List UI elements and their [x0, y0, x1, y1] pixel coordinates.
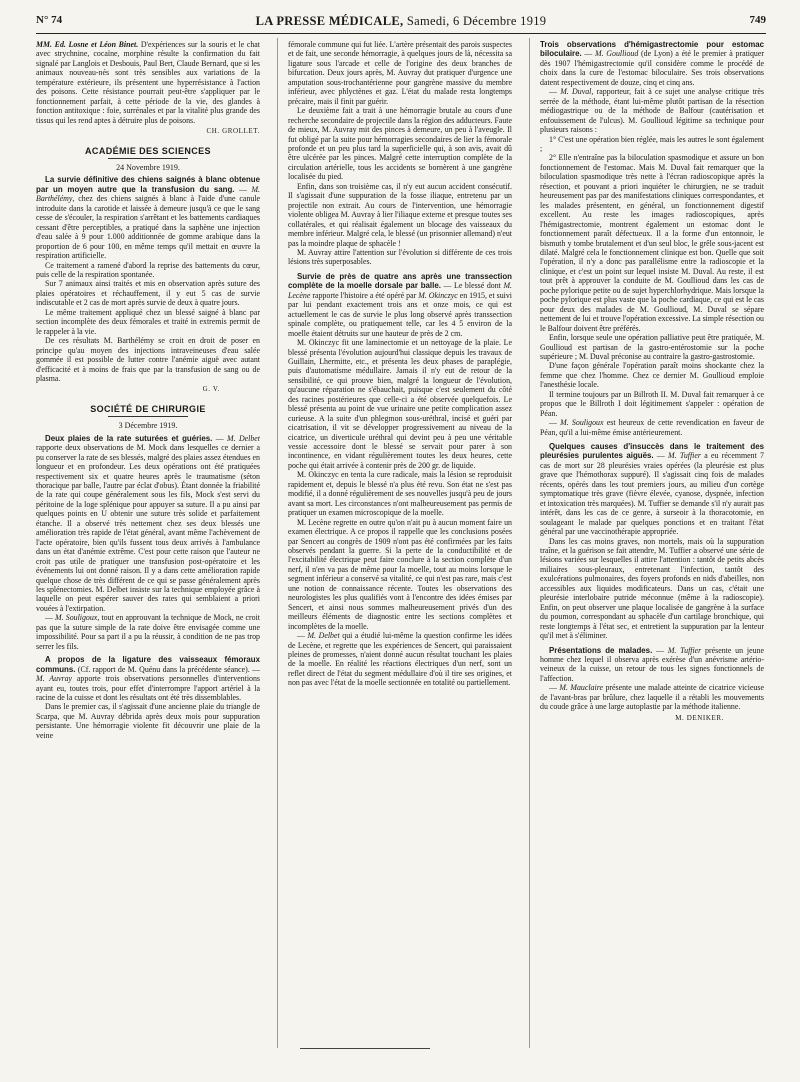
paragraph-text: apporte trois observations personnelles d'interventions ayant eu, toutes trois, pour effet d'interrompre l'apport artériel à la racine de la cuisse et dont les résultats ont été très dissemblables.: [36, 674, 260, 702]
page-number: 749: [749, 14, 766, 26]
article-heading: Présentations de malades.: [549, 645, 653, 655]
column-separator: [529, 38, 530, 1048]
author: M. Okinczyc: [418, 290, 458, 300]
author: M. Delbet: [227, 433, 260, 443]
paragraph: D'une façon générale l'opération paraît moins shockante chez la femme que chez l'homme. Chez ce dernier M. Goullioud emploie l'anesthésie locale.: [540, 361, 764, 390]
article-heading: Survie de près de quatre ans après une transsection complète de la moelle dorsale par balle.: [288, 271, 512, 291]
paragraph: M. Auvray attire l'attention sur l'évolution si différente de ces trois lésions très superposables.: [288, 247, 512, 267]
article-heading: Trois observations d'hémigastrectomie pour estomac biloculaire.: [540, 40, 764, 59]
section-date: 24 Novembre 1919.: [116, 162, 180, 172]
column-1: [36, 40, 260, 740]
paragraph-text: présente une malade atteinte de cicatrice vicieuse de l'avant-bras par brûlure, chez laquelle il a rétabli les mouvements du coude grâce à une large autoplastie par la méthode italienne.: [540, 683, 765, 712]
article-heading: La survie définitive des chiens saignés à blanc obtenue par un moyen autre que la transfusion du sang.: [36, 175, 260, 194]
paragraph: Deux plaies de la rate suturées et guéries. — M. Delbet rapporte deux observations de M. Mock dans lesquelles ce dernier a pu conserver la rate de ses blessés, malgré des plaies assez étendues en longueur et en profondeur. Les deux opérations ont été pratiquées respectivement six et quatre heures après le traumatisme (séton thoracique par balle, l'autre par éclat d'obus). Étant donnée la friabilité de la rate qui coupe généralement sous les fils, Mock s'est servi du péritoine de la loge splénique pour appuyer sa suture. Il a pu ainsi par quelques points en U obtenir une suture très solide et parfaitement étanche. Il a observé très nettement chez ses deux blessés une amélioration très rapide de l'état général, avant même l'achèvement de l'acte opératoire, bien qu'ils fussent tous deux arrivés à l'ambulance dans un état d'anémie extrême. C'est pour cette raison que l'auteur ne croit pas utile de pratiquer une transfusion post-opératoire et les événements lui ont donné raison. Il y a dans cette amélioration rapide quelque chose de très différent de ce qui se passe généralement après les splénectomies. M. Delbet insiste sur la technique employée grâce à laquelle on peut espérer sauver des rates qui semblaient a priori vouées à l'extirpation.: [36, 433, 260, 613]
journal-title: [36, 14, 766, 29]
paragraph: Il termine toujours par un Billroth II. M. Duval fait remarquer à ce propos que le Billroth I doit légitimement s'appeler : opération de Péan.: [540, 389, 764, 418]
paragraph-text: a eu récemment 7 cas de mort sur 28 pleurésies vraies opérées (la pleurésie est plus grave que l'hémothorax suppuré). Il s'agissait cinq fois de malades récents, opérés dans les tout premiers jours, au milieu d'un cortège symptomatique très grave (fièvre élevée, cyanose, dyspnée, infection et intoxication très marquées). M. Tuffier se demande s'il n'y aurait pas intérêt, dans les cas de ce genre, à surseoir à la thoracotomie, en soulageant le malade par quelques ponctions et en traitant l'état général par une vaccinothérapie appropriée.: [540, 451, 764, 537]
author: M. Tuffier: [668, 451, 701, 461]
paragraph: Dans le premier cas, il s'agissait d'une ancienne plaie du triangle de Scarpa, que M. Auvray débrida après deux mois pour suppuration persistante. Une hémorragie violente fit découvrir une plaie de la veine: [36, 702, 260, 740]
section-title: SOCIÉTÉ DE CHIRURGIE: [90, 403, 206, 414]
author: M. Auvray: [36, 674, 73, 684]
author: MM. Ed. Losne et Léon Binet.: [36, 40, 139, 49]
author: M. Barthélémy: [36, 184, 260, 204]
signature: M. DENIKER.: [675, 713, 724, 722]
paragraph: Présentations de malades. — M. Tuffier présente un jeune homme chez lequel il observa après exérèse d'un anévrisme artério-veineux de la cuisse, un retour de tous les signes fonctionnels de l'affection.: [540, 645, 764, 683]
section-rule: [108, 416, 188, 417]
paragraph: Le même traitement appliqué chez un blessé saigné à blanc par section incomplète des deux fémorales et traité in extremis permit de le rappeler à la vie.: [36, 307, 260, 336]
column-separator: [277, 38, 278, 1048]
paragraph: 1° C'est une opération bien réglée, mais les autres le sont également ;: [540, 134, 764, 153]
issue-number: N° 74: [36, 14, 63, 26]
section-rule: [108, 158, 188, 159]
paragraph-text: — Le blessé dont: [440, 281, 504, 291]
paragraph-text: , chez des chiens saignés à blanc à l'aide d'une canule introduite dans la carotide et laissée à demeure jusqu'à ce que le sang cesse de s'écouler, la respiration s'arrêtant et les battements cardiaques cessant d'être perceptibles, a pratiqué dans la saphène une injection d'eau salée à 9 pour 1.000 additionnée de gomme arabique dans la proportion de 6 pour 100, en même temps qu'il mettait en œuvre la respiration artificielle.: [36, 194, 260, 261]
article-heading: A propos de la ligature des vaisseaux fémoraux communs.: [36, 655, 260, 674]
page-header: [36, 8, 766, 30]
author: M. Duval: [560, 87, 592, 97]
author: M. Delbet: [307, 631, 340, 641]
paragraph-text: présente un jeune homme chez lequel il observa après exérèse d'un anévrisme artério-veineux de la cuisse, un retour de tous les signes fonctionnels de l'affection.: [540, 645, 764, 683]
paragraph-text: (de Lyon) a été le premier à pratiquer dès 1907 l'hémigastrectomie qu'il considère comme le procédé de choix dans la cure de l'estomac biloculaire. Ses trois observations datent respectivement de douze, cinq et cinq ans.: [540, 49, 764, 87]
paragraph: A propos de la ligature des vaisseaux fémoraux communs. (Cf. rapport de M. Quénu dans la précédente séance). — M. Auvray apporte trois observations personnelles d'interventions ayant eu, toutes trois, pour effet d'interrompre l'apport artériel à la racine de la cuisse et dont les résultats ont été très dissemblables.: [36, 655, 260, 702]
reference: (Cf. rapport de M. Quénu dans la précédente séance).: [75, 664, 250, 674]
author: M. Souligoux: [55, 613, 98, 623]
journal-date: Samedi, 6 Décembre 1919: [406, 14, 547, 28]
paragraph: — M. Souligoux est heureux de cette revendication en faveur de Péan, qu'il a lui-même émise antérieurement.: [540, 418, 764, 437]
paragraph: M. Lecène regrette en outre qu'on n'ait pu à aucun moment faire un examen électrique. A ce propos il rappelle que les conclusions posées par Sencert au congrès de 1909 n'ont pas été confirmées par les faits observés pendant la guerre. Si la perte de la conductibilité et de l'excitabilité électrique peut faire conclure à la section complète d'un nerf, il n'en va pas de même pour la moelle, tout au moins lorsque le segment inférieur a conservé sa vitalité, ce qui n'est pas rare, mais c'est une notion de connaissance récente. Toutes les observations des neurologistes les plus qualifiés vont à l'encontre des idées émises par Sencert, et ainsi nous sommes malheureusement privés d'un des meilleurs éléments de diagnostic entre les sections complètes et incomplètes de la moelle.: [288, 517, 512, 631]
paragraph-text: D'expériences sur la souris et le chat avec strychnine, cocaïne, morphine résulte la confirmation du fait signalé par Langlois et Desbouis, Paul Bert, Claude Bernard, que si les animaux nouveau-nés sont très sensibles aux variations de la température extérieure, ils présentent une hyperrésistance à l'action des poisons. Cette résistance pourrait peut-être s'appliquer par le fonctionnement parfait, à cette période de la vie, des glandes à fonction antitoxique : foie, surrénales et par la vitalité plus grande des tissus qui les rend aptes à détruire plus de poisons.: [36, 40, 260, 125]
signature: CH. GROLLET.: [206, 127, 260, 136]
paragraph-text: qui a étudié lui-même la question confirme les idées de Lecène, et regrette que les expériences de Sencert, qui paraissaient pleines de promesses, n'aient donné aucun résultat touchant les plaies de la moelle. En réalité les réactions électriques d'un nerf, sont un reflet direct de l'état du segment médullaire d'où il tire ses origines, et non pas avec l'état de la moelle sectionnée en totalité ou partiellement.: [288, 631, 512, 688]
paragraph: Ce traitement a ramené d'abord la reprise des battements du cœur, puis celle de la respiration spontanée.: [36, 260, 260, 279]
paragraph: De ces résultats M. Barthélémy se croit en droit de poser en principe qu'au moyen des injections intraveineuses d'eau salée gommée il est possible de lutter contre l'anémie aiguë avec autant d'efficacité et à moins de frais que par la transfusion de sang ou de plasma.: [36, 336, 260, 383]
paragraph-text: rapporte deux observations de M. Mock dans lesquelles ce dernier a pu conserver la rate de ses blessés, malgré des plaies assez étendues en longueur et en profondeur. Les deux opérations ont été pratiquées respectivement six et quatre heures après le traumatisme (séton thoracique par balle, l'autre par éclat d'obus). Étant donnée la friabilité de la rate qui coupe généralement sous les fils, Mock s'est servi du péritoine de la loge splénique pour appuyer sa suture. Il a pu ainsi par quelques points en U obtenir une suture très solide et parfaitement étanche. Il a observé très nettement chez ses deux blessés une amélioration très rapide de l'état général, avant même l'achèvement de l'acte opératoire, bien qu'ils fussent tous deux arrivés à l'ambulance dans un état d'anémie extrême. C'est pour cette raison que l'auteur ne croit pas utile de pratiquer une transfusion post-opératoire et les événements lui ont donné raison. Il y a dans cette amélioration rapide quelque chose de très différent de ce qui se passe généralement après les splénectomies. M. Delbet insiste sur la technique employée grâce à laquelle on peut espérer sauver des rates qui semblaient a priori vouées à l'extirpation.: [36, 443, 260, 613]
signature: G. V.: [202, 385, 220, 394]
paragraph: — M. Mauclaire présente une malade atteinte de cicatrice vicieuse de l'avant-bras par brûlure, chez laquelle il a rétabli les mouvements du coude grâce à une large autoplastie par la méthode italienne.: [540, 683, 765, 712]
paragraph: — M. Duval, rapporteur, fait à ce sujet une analyse critique très serrée de la méthode, étant lui-même plutôt partisan de la résection médiogastrique ou de la méthode de Balfour (cautérisation et enfouissement de l'ulcus). M. Goullioud légitime sa technique pour plusieurs raisons :: [540, 87, 764, 135]
article-heading: Quelques causes d'insuccès dans le traitement des pleurésies purulentes aiguës.: [540, 442, 764, 461]
author: M. Souligoux: [560, 418, 604, 428]
paragraph: — M. Souligoux, tout en approuvant la technique de Mock, ne croit pas que la suture simple de la rate doive être envisagée comme une impossibilité. Pour sa part il a pu la réussir, à condition de ne pas trop serrer les fils.: [36, 613, 260, 651]
author: M. Mauclaire: [559, 683, 603, 693]
paragraph: Trois observations d'hémigastrectomie pour estomac biloculaire. — M. Goullioud (de Lyon) a été le premier à pratiquer dès 1907 l'hémigastrectomie qu'il considère comme le procédé de choix dans la cure de l'estomac biloculaire. Ses trois observations datent respectivement de douze, cinq et cinq ans.: [540, 40, 764, 87]
paragraph-text: est heureux de cette revendication en faveur de Péan, qu'il a lui-même émise antérieurement.: [540, 418, 764, 437]
author: M. Goullioud: [595, 49, 639, 59]
paragraph: La survie définitive des chiens saignés à blanc obtenue par un moyen autre que la transfusion du sang. — M. Barthélémy, chez des chiens saignés à blanc à l'aide d'une canule introduite dans la carotide et laissée à demeure jusqu'à ce que le sang cesse de s'écouler, la respiration s'arrêtant et les battements cardiaques cessant d'être perceptibles, a pratiqué dans la saphène une injection d'eau salée à 9 pour 1.000 additionnée de gomme arabique dans la proportion de 6 pour 100, en même temps qu'il mettait en œuvre la respiration artificielle.: [36, 175, 260, 261]
paragraph: 2° Elle n'entraîne pas la biloculation spasmodique et assure un bon fonctionnement de l'estomac. Mais M. Duval fait remarquer que la biloculation spasmodique très nette à l'écran radioscopique après la résection, et pouvant a priori inquiéter le chirurgien, ne se traduit heureusement pas par des manifestations cliniques correspondantes, et les malades présentent, en général, un fonctionnement digestif excellent. Au reste les images radioscopiques, après l'hémigastrectomie, montrent également un estomac dont le fonctionnement paraît défectueux. Il a la forme d'un entonnoir, le bismuth y tombe brutalement et d'un seul bloc, le grêle sous-jacent est dilaté. Malgré cela le fonctionnement clinique est bon. Quelle que soit l'opération, il n'y a donc pas parallélisme entre la radioscopie et la clinique, et c'est un point sur lequel insiste M. Duval. Au reste, il est tout prêt à approuver la conduite de M. Goullioud dans les cas de poche pylorique petite ou de sujet hyperchlorhydrique. Mais lorsque la poche pylorique est plus vaste que la poche cardiaque, ce qui est le cas pour deux des malades de M. Goullioud, M. Duval se sépare nettement de lui et trouve l'opération excessive. La simple résection ou le Balfour doivent être préférés.: [540, 153, 764, 333]
author: M. Lecène: [288, 281, 513, 300]
paragraph: Quelques causes d'insuccès dans le traitement des pleurésies purulentes aiguës. — M. Tuffier a eu récemment 7 cas de mort sur 28 pleurésies vraies opérées (la pleurésie est plus grave que l'hémothorax suppuré). Il s'agissait cinq fois de malades récents, opérés dans les tout premiers jours, au milieu d'un cortège symptomatique très grave (fièvre élevée, cyanose, dyspnée, infection et intoxication très marquées). M. Tuffier se demande s'il n'y aurait pas intérêt, dans les cas de ce genre, à surseoir à la thoracotomie, en soulageant le malade par quelques ponctions et en traitant l'état général par une vaccinothérapie appropriée.: [540, 442, 764, 537]
header-rule: [36, 33, 766, 34]
paragraph: Sur 7 animaux ainsi traités et mis en observation après suture des plaies opératoires et réchauffement, il y eut 5 cas de survie indiscutable et 2 cas de mort après survie de deux à quatre jours.: [36, 279, 260, 308]
section-title: ACADÉMIE DES SCIENCES: [85, 145, 211, 156]
section-date: 3 Décembre 1919.: [118, 421, 178, 431]
paragraph: Le deuxième fait a trait à une hémorragie brutale au cours d'une recherche secondaire de projectile dans la région des adducteurs. Faute de mieux, M. Auvray mit des pinces à demeure, un peu à l'aveugle. Il fut obligé par la suite pour hémorragies secondaires de lier la fémorale profonde et un peu plus tard la superficielle qui, à son avis, avait dû être ulcérée par les pinces. Malgré cette interruption complète de la circulation artérielle, tous les accidents se bornèrent à une gangrène localisée du pied.: [288, 106, 512, 182]
paragraph: fémorale commune qui fut liée. L'artère présentait des parois suspectes et de fait, une seconde hémorragie, à quelques jours de là, nécessita sa ligature sous l'arcade et celle de l'origine des deux branches de bifurcation. Deux jours après, M. Auvray dut pratiquer d'urgence une amputation sous-trochantérienne pour gangrène massive du membre inférieur, avec phlyctènes et gaz. L'état du malade resta longtemps précaire, mais il finit par guérir.: [288, 40, 512, 106]
paragraph-text: , rapporteur, fait à ce sujet une analyse critique très serrée de la méthode, étant lui-même plutôt partisan de la résection médiogastrique ou de la méthode de Balfour (cautérisation et enfouissement de l'ulcus). M. Goullioud légitime sa technique pour plusieurs raisons :: [540, 87, 764, 135]
paragraph: M. Okinczyc en tenta la cure radicale, mais la lésion se reproduisit rapidement et, depuis le blessé n'a plus été revu. Son état ne s'est pas modifié, il a donné régulièrement de ses nouvelles jusqu'à peu de jours avant sa mort. Les circonstances n'ont malheureusement pas permis de pratiquer un examen microscopique de la moelle.: [288, 470, 512, 518]
paragraph: — M. Delbet qui a étudié lui-même la question confirme les idées de Lecène, et regrette que les expériences de Sencert, qui paraissaient pleines de promesses, n'aient donné aucun résultat touchant les plaies de la moelle. En réalité les réactions électriques d'un nerf, sont un reflet direct de l'état du segment médullaire d'où il tire ses origines, et non pas avec l'état de la moelle sectionnée en totalité ou partiellement.: [288, 631, 512, 688]
article-heading: Deux plaies de la rate suturées et guéries.: [45, 433, 213, 443]
paragraph: [36, 40, 260, 125]
paragraph-text: en 1915, et suivi par lui pendant exactement trois ans et onze mois, ce qui est actuellement le cas de survie le plus long observé après transsection spinale complète, ou pratiquement telle, car les 4 5 environ de la moelle étaient détruits sur une hauteur de près de 2 cm.: [288, 290, 512, 338]
paragraph: M. Okinczyc fit une laminectomie et un nettoyage de la plaie. Le blessé présenta l'évolution aujourd'hui classique depuis les travaux de Guillain, Lhermitte, etc., et présenta les deux phases de paraplégie, puis d'automatisme médullaire. Jamais il n'y eut de retour de la sensibilité, ce qui prouve bien, malgré la longueur de l'évolution, qu'aucune réparation ne s'ébauchait, puisque c'est seulement du côté des racines postérieures que celle-ci a été observée quelquefois. Le blessé présenta au point de vue urinaire une petite complication assez curieuse. A la suite d'un phlegmon sous-uréthral, incisé et guéri par cicatrisation, il vit se développer progressivement au niveau de la cicatrice, un diverticule uréthral qui devint peu à peu une véritable vessie accessoire dont le blessé se servait pour parer à son incontinence, en vidant régulièrement toutes les deux heures, cette poche qui était arrivée à contenir près de 200 gr. de liquide.: [288, 338, 512, 470]
column-2: [288, 40, 512, 688]
author: M. Tuffier: [667, 645, 702, 655]
column-3: [540, 40, 764, 726]
paragraph: [288, 272, 512, 338]
paragraph-text: rapporte l'histoire a été opéré par: [310, 290, 419, 300]
paragraph-text: , tout en approuvant la technique de Mock, ne croit pas que la suture simple de la rate doive être envisagée comme une impossibilité. Pour sa part il a pu la réussir, à condition de ne pas trop serrer les fils.: [36, 613, 260, 651]
journal-name: LA PRESSE MÉDICALE,: [255, 14, 404, 28]
paragraph: Enfin, dans son troisième cas, il n'y eut aucun accident consécutif. Il s'agissait d'une suppuration de la fosse iliaque, entretenu par un projectile non extrait. Au cours de l'intervention, une hémorragie violente obligea M. Auvray à lier l'iliaque externe et presque toutes ses collatérales, et qui réalisait également un blocage des vaisseaux du membre inférieur. Malgré cela, le blessé (un prisonnier allemand) n'eut pas la moindre plaque de sphacèle !: [288, 181, 512, 248]
paragraph: Dans les cas moins graves, non mortels, mais où la suppuration traîne, et la guérison se fait attendre, M. Tuffier a observé une série de lésions variées sur lesquelles il attire l'attention : tantôt de petits abcès miliaires sous-pleuraux, entretenant l'infection, tantôt des exulcérations pulmonaires, des foyers profonds en nids d'abeilles, non accessibles aux liquides modificateurs. Dans un cas, c'était une pleurésie interlobaire putride méconnue (même à la radioscopie). Enfin, on peut observer une plaque localisée de gangrène à la surface du poumon, correspondant au sphacèle d'un cartilage bronchique, qui reste longtemps à l'état sec, et entretient la suppuration par la lenteur qu'il met à s'éliminer.: [540, 536, 764, 641]
paragraph: Enfin, lorsque seule une opération palliative peut être pratiquée, M. Goullioud est partisan de la gastro-entérostomie sur la poche supérieure ; M. Duval préconise au contraire la gastro-gastrostomie.: [540, 333, 764, 361]
footer-rule: [300, 1048, 430, 1049]
